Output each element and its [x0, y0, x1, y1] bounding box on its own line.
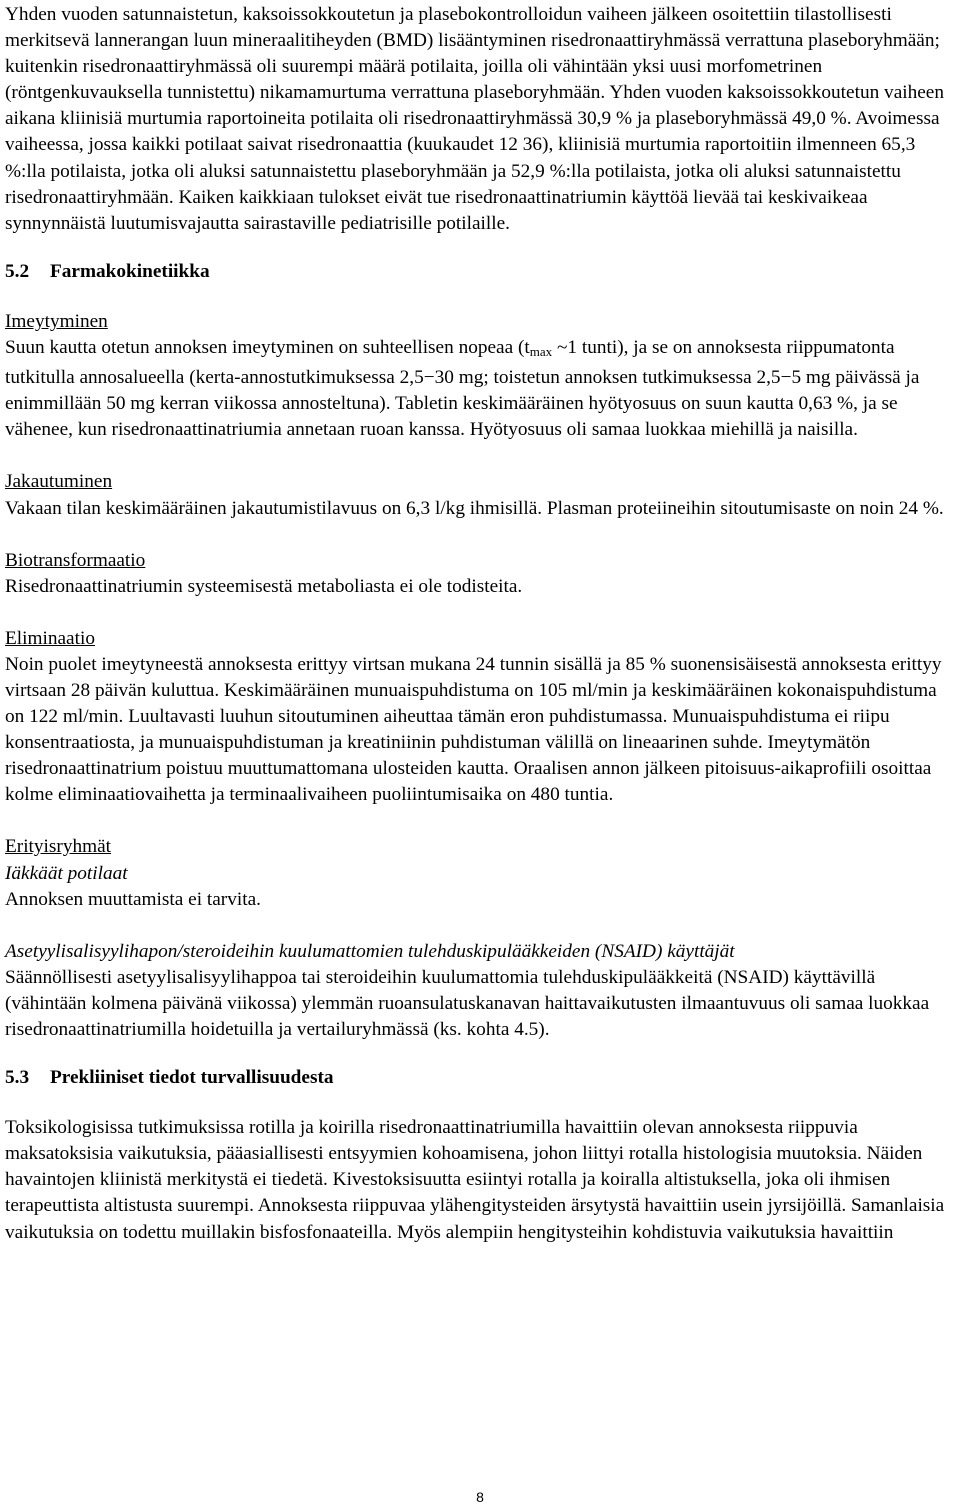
absorption-heading: Imeytyminen: [5, 310, 108, 332]
tmax-subscript: max: [529, 344, 553, 360]
elderly-heading: Iäkkäät potilaat: [5, 862, 128, 884]
biotransformation-paragraph: Risedronaattinatriumin systeemisestä metaboliasta ei ole todisteita.: [5, 575, 523, 597]
distribution-heading: Jakautuminen: [5, 471, 113, 493]
section-heading-5-2: [5, 259, 955, 285]
intro-paragraph: Yhden vuoden satunnaistetun, kaksoissokkoutetun ja plasebokontrolloidun vaiheen jälkeen osoitettiin tilastollisesti merkitsevä lannerangan luun mineraalitiheyden (BMD) lisääntyminen risedronaattiryhmässä verrattuna plaseboryhmään; kuitenkin risedronaattiryhmässä oli suurempi määrä potilaita, joilla oli vähintään yksi uusi morfometrinen (röntgenkuvauksella tunnistettu) nikamamurtuma verrattuna plaseboryhmään. Yhden vuoden kaksoissokkoutetun vaiheen aikana kliinisiä murtumia raportoineita potilaita oli risedronaattiryhmässä 30,9 % ja plaseboryhmässä 49,0 %. Avoimessa vaiheessa, jossa kaikki potilaat saivat risedronaattia (kuukaudet 12 36), kliinisiä murtumia raportoitiin ilmenneen 65,3 %:lla potilaista, jotka oli aluksi satunnaistettu plaseboryhmään ja 52,9 %:lla potilaista, jotka oli aluksi satunnaistettu risedronaattiryhmään. Kaiken kaikkiaan tulokset eivät tue risedronaattinatriumin käyttöä lievää tai keskivaikeaa synnynnäistä luutumisvajautta sairastaville pediatrisille potilaille.: [5, 4, 945, 234]
document-page: [5, 0, 955, 1246]
special-groups-heading: Erityisryhmät: [5, 836, 112, 858]
nsaid-paragraph: Säännöllisesti asetyylisalisyylihappoa tai steroideihin kuulumattomia tulehduskipulääkkeitä (NSAID) käyttävillä (vähintään kolmena päivänä viikossa) ylemmän ruoansulatuskanavan haittavaikutusten ilmaantuvuus oli samaa luokkaa risedronaattinatriumilla hoidetuilla ja vertailuryhmässä (ks. kohta 4.5).: [5, 966, 930, 1040]
section-heading-5-3: [5, 1065, 955, 1091]
section-number: 5.3: [5, 1067, 30, 1089]
elderly-paragraph: Annoksen muuttamista ei tarvita.: [5, 888, 261, 910]
section-title: Prekliiniset tiedot turvallisuudesta: [50, 1067, 334, 1089]
distribution-paragraph: Vakaan tilan keskimääräinen jakautumistilavuus on 6,3 l/kg ihmisillä. Plasman proteiineihin sitoutumisaste on noin 24 %.: [5, 497, 944, 519]
biotransformation-heading: Biotransformaatio: [5, 549, 146, 571]
elimination-heading: Eliminaatio: [5, 627, 95, 649]
page-number: 8: [476, 1489, 484, 1505]
elimination-paragraph: Noin puolet imeytyneestä annoksesta erittyy virtsan mukana 24 tunnin sisällä ja 85 % suonensisäisestä annoksesta erittyy virtsaan 28 päivän kuluttua. Keskimääräinen munuaispuhdistuma on 105 ml/min ja keskimääräinen kokonaispuhdistuma on 122 ml/min. Luultavasti luuhun sitoutuminen aiheuttaa tämän eron puhdistumassa. Munuaispuhdistuma ei riipu konsentraatiosta, ja munuaispuhdistuman ja kreatiniinin puhdistuman välillä on lineaarinen suhde. Imeytymätön risedronaattinatrium poistuu muuttumattomana ulosteiden kautta. Oraalisen annon jälkeen pitoisuus-aikaprofiili osoittaa kolme eliminaatiovaihetta ja terminaalivaiheen puoliintumisaika on 480 tuntia.: [5, 653, 942, 806]
section-title: Farmakokinetiikka: [50, 260, 210, 282]
preclinical-paragraph: Toksikologisissa tutkimuksissa rotilla ja koirilla risedronaattinatriumilla havaittiin olevan annoksesta riippuvia maksatoksisia vaikutuksia, pääasiallisesti entsyymien kohoamisena, johon liittyi rotalla histologisia muutoksia. Näiden havaintojen kliinistä merkitystä ei tiedetä. Kivestoksisuutta esiintyi rotalla ja koiralla altistuksella, joka oli ihmisen terapeuttista altistusta suurempi. Annoksesta riippuvaa ylähengitysteiden ärsytystä havaittiin usein jyrsijöillä. Samanlaisia vaikutuksia on todettu muillakin bisfosfonaateilla. Myös alempiin hengitysteihin kohdistuvia vaikutuksia havaittiin: [5, 1117, 945, 1243]
absorption-paragraph: Suun kautta otetun annoksen imeytyminen on suhteellisen nopeaa (tmax ~1 tunti), ja se on annoksesta riippumatonta tutkitulla annosalueella (kerta-annostutkimuksessa 2,5−30 mg; toistetun annoksen tutkimuksessa 2,5−5 mg päivässä ja enimmillään 50 mg kerran viikossa annosteltuna). Tabletin keskimääräinen hyötyosuus on suun kautta 0,63 %, ja se vähenee, kun risedronaattinatriumia annetaan ruoan kanssa. Hyötyosuus oli samaa luokkaa miehillä ja naisilla.: [5, 337, 920, 441]
nsaid-heading: Asetyylisalisyylihapon/steroideihin kuulumattomien tulehduskipulääkkeiden (NSAID) käyttäjät: [5, 940, 735, 962]
section-number: 5.2: [5, 260, 30, 282]
